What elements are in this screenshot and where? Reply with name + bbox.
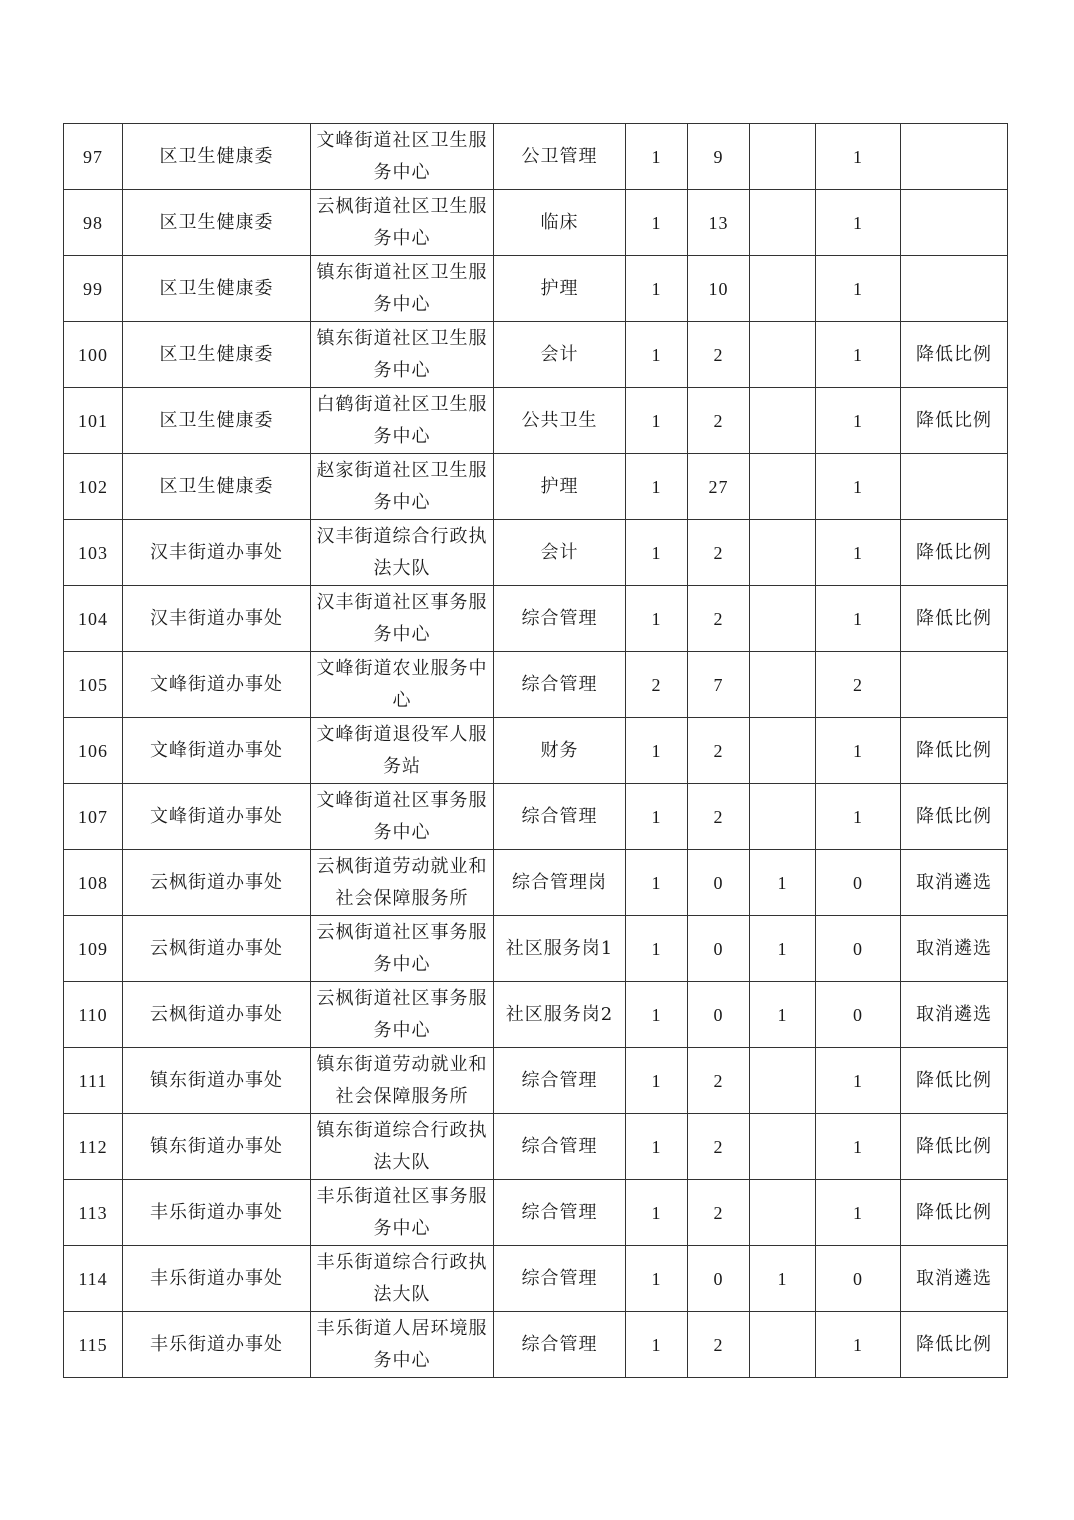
unit-name-cell: 镇东街道社区卫生服务中心 bbox=[311, 322, 494, 388]
final-count-cell: 1 bbox=[816, 454, 901, 520]
row-number-cell: 106 bbox=[64, 718, 123, 784]
final-count-cell: 1 bbox=[816, 1114, 901, 1180]
planned-count-cell: 1 bbox=[626, 850, 688, 916]
position-name-cell: 综合管理 bbox=[494, 586, 626, 652]
unit-name-cell: 文峰街道农业服务中心 bbox=[311, 652, 494, 718]
unit-name-cell: 文峰街道社区卫生服务中心 bbox=[311, 124, 494, 190]
cancelled-count-cell: 1 bbox=[750, 982, 816, 1048]
planned-count-cell: 1 bbox=[626, 1114, 688, 1180]
unit-name-cell: 镇东街道劳动就业和社会保障服务所 bbox=[311, 1048, 494, 1114]
row-number-cell: 115 bbox=[64, 1312, 123, 1378]
unit-name-cell: 云枫街道劳动就业和社会保障服务所 bbox=[311, 850, 494, 916]
position-name-cell: 临床 bbox=[494, 190, 626, 256]
position-name-cell: 公共卫生 bbox=[494, 388, 626, 454]
planned-count-cell: 1 bbox=[626, 784, 688, 850]
planned-count-cell: 1 bbox=[626, 916, 688, 982]
position-name-cell: 综合管理 bbox=[494, 652, 626, 718]
department-cell: 文峰街道办事处 bbox=[123, 652, 311, 718]
applicant-count-cell: 0 bbox=[688, 850, 750, 916]
final-count-cell: 1 bbox=[816, 586, 901, 652]
applicant-count-cell: 27 bbox=[688, 454, 750, 520]
remark-cell bbox=[901, 256, 1008, 322]
applicant-count-cell: 0 bbox=[688, 916, 750, 982]
applicant-count-cell: 13 bbox=[688, 190, 750, 256]
row-number-cell: 99 bbox=[64, 256, 123, 322]
applicant-count-cell: 2 bbox=[688, 388, 750, 454]
unit-name-cell: 汉丰街道综合行政执法大队 bbox=[311, 520, 494, 586]
applicant-count-cell: 2 bbox=[688, 1048, 750, 1114]
row-number-cell: 111 bbox=[64, 1048, 123, 1114]
applicant-count-cell: 0 bbox=[688, 1246, 750, 1312]
position-name-cell: 综合管理 bbox=[494, 1048, 626, 1114]
cancelled-count-cell: 1 bbox=[750, 1246, 816, 1312]
department-cell: 区卫生健康委 bbox=[123, 256, 311, 322]
final-count-cell: 0 bbox=[816, 982, 901, 1048]
applicant-count-cell: 9 bbox=[688, 124, 750, 190]
position-name-cell: 综合管理 bbox=[494, 1246, 626, 1312]
remark-cell bbox=[901, 190, 1008, 256]
table-row bbox=[64, 256, 1008, 322]
remark-cell: 取消遴选 bbox=[901, 1246, 1008, 1312]
table-row bbox=[64, 124, 1008, 190]
row-number-cell: 102 bbox=[64, 454, 123, 520]
department-cell: 镇东街道办事处 bbox=[123, 1048, 311, 1114]
planned-count-cell: 1 bbox=[626, 1312, 688, 1378]
remark-cell: 取消遴选 bbox=[901, 982, 1008, 1048]
applicant-count-cell: 2 bbox=[688, 1114, 750, 1180]
remark-cell: 降低比例 bbox=[901, 784, 1008, 850]
row-number-cell: 97 bbox=[64, 124, 123, 190]
final-count-cell: 1 bbox=[816, 190, 901, 256]
cancelled-count-cell bbox=[750, 652, 816, 718]
table-row bbox=[64, 520, 1008, 586]
final-count-cell: 0 bbox=[816, 916, 901, 982]
table-row bbox=[64, 388, 1008, 454]
position-name-cell: 综合管理 bbox=[494, 1180, 626, 1246]
unit-name-cell: 丰乐街道人居环境服务中心 bbox=[311, 1312, 494, 1378]
department-cell: 文峰街道办事处 bbox=[123, 784, 311, 850]
position-name-cell: 社区服务岗1 bbox=[494, 916, 626, 982]
unit-name-cell: 赵家街道社区卫生服务中心 bbox=[311, 454, 494, 520]
applicant-count-cell: 2 bbox=[688, 718, 750, 784]
row-number-cell: 109 bbox=[64, 916, 123, 982]
unit-name-cell: 镇东街道综合行政执法大队 bbox=[311, 1114, 494, 1180]
cancelled-count-cell bbox=[750, 1312, 816, 1378]
cancelled-count-cell bbox=[750, 784, 816, 850]
row-number-cell: 114 bbox=[64, 1246, 123, 1312]
planned-count-cell: 1 bbox=[626, 982, 688, 1048]
table-row bbox=[64, 1180, 1008, 1246]
unit-name-cell: 白鹤街道社区卫生服务中心 bbox=[311, 388, 494, 454]
planned-count-cell: 1 bbox=[626, 586, 688, 652]
department-cell: 区卫生健康委 bbox=[123, 454, 311, 520]
table-row bbox=[64, 916, 1008, 982]
department-cell: 区卫生健康委 bbox=[123, 190, 311, 256]
cancelled-count-cell bbox=[750, 256, 816, 322]
planned-count-cell: 1 bbox=[626, 388, 688, 454]
row-number-cell: 105 bbox=[64, 652, 123, 718]
remark-cell bbox=[901, 124, 1008, 190]
table-row bbox=[64, 652, 1008, 718]
position-name-cell: 会计 bbox=[494, 520, 626, 586]
unit-name-cell: 镇东街道社区卫生服务中心 bbox=[311, 256, 494, 322]
planned-count-cell: 1 bbox=[626, 454, 688, 520]
cancelled-count-cell bbox=[750, 1180, 816, 1246]
table-row bbox=[64, 322, 1008, 388]
row-number-cell: 110 bbox=[64, 982, 123, 1048]
planned-count-cell: 1 bbox=[626, 322, 688, 388]
department-cell: 区卫生健康委 bbox=[123, 322, 311, 388]
position-name-cell: 综合管理岗 bbox=[494, 850, 626, 916]
remark-cell bbox=[901, 652, 1008, 718]
planned-count-cell: 1 bbox=[626, 1048, 688, 1114]
table-body bbox=[64, 124, 1008, 1378]
table-row bbox=[64, 454, 1008, 520]
final-count-cell: 1 bbox=[816, 322, 901, 388]
cancelled-count-cell bbox=[750, 454, 816, 520]
cancelled-count-cell bbox=[750, 322, 816, 388]
row-number-cell: 103 bbox=[64, 520, 123, 586]
applicant-count-cell: 2 bbox=[688, 586, 750, 652]
final-count-cell: 1 bbox=[816, 520, 901, 586]
position-name-cell: 护理 bbox=[494, 256, 626, 322]
position-name-cell: 公卫管理 bbox=[494, 124, 626, 190]
final-count-cell: 1 bbox=[816, 256, 901, 322]
applicant-count-cell: 2 bbox=[688, 520, 750, 586]
table-row bbox=[64, 1114, 1008, 1180]
row-number-cell: 101 bbox=[64, 388, 123, 454]
unit-name-cell: 云枫街道社区事务服务中心 bbox=[311, 982, 494, 1048]
department-cell: 云枫街道办事处 bbox=[123, 850, 311, 916]
department-cell: 丰乐街道办事处 bbox=[123, 1180, 311, 1246]
department-cell: 区卫生健康委 bbox=[123, 124, 311, 190]
table-row bbox=[64, 718, 1008, 784]
row-number-cell: 107 bbox=[64, 784, 123, 850]
unit-name-cell: 文峰街道退役军人服务站 bbox=[311, 718, 494, 784]
table-row bbox=[64, 850, 1008, 916]
position-name-cell: 财务 bbox=[494, 718, 626, 784]
cancelled-count-cell bbox=[750, 190, 816, 256]
applicant-count-cell: 2 bbox=[688, 1180, 750, 1246]
planned-count-cell: 1 bbox=[626, 190, 688, 256]
cancelled-count-cell bbox=[750, 718, 816, 784]
remark-cell: 降低比例 bbox=[901, 388, 1008, 454]
unit-name-cell: 云枫街道社区卫生服务中心 bbox=[311, 190, 494, 256]
table-row bbox=[64, 1312, 1008, 1378]
department-cell: 文峰街道办事处 bbox=[123, 718, 311, 784]
cancelled-count-cell bbox=[750, 1048, 816, 1114]
applicant-count-cell: 7 bbox=[688, 652, 750, 718]
position-name-cell: 综合管理 bbox=[494, 784, 626, 850]
unit-name-cell: 文峰街道社区事务服务中心 bbox=[311, 784, 494, 850]
remark-cell: 取消遴选 bbox=[901, 916, 1008, 982]
final-count-cell: 0 bbox=[816, 850, 901, 916]
final-count-cell: 0 bbox=[816, 1246, 901, 1312]
remark-cell: 降低比例 bbox=[901, 1312, 1008, 1378]
applicant-count-cell: 2 bbox=[688, 322, 750, 388]
remark-cell: 降低比例 bbox=[901, 1048, 1008, 1114]
final-count-cell: 2 bbox=[816, 652, 901, 718]
remark-cell: 降低比例 bbox=[901, 718, 1008, 784]
final-count-cell: 1 bbox=[816, 388, 901, 454]
cancelled-count-cell bbox=[750, 124, 816, 190]
position-name-cell: 会计 bbox=[494, 322, 626, 388]
table-row bbox=[64, 1246, 1008, 1312]
department-cell: 汉丰街道办事处 bbox=[123, 520, 311, 586]
table-row bbox=[64, 784, 1008, 850]
department-cell: 汉丰街道办事处 bbox=[123, 586, 311, 652]
department-cell: 丰乐街道办事处 bbox=[123, 1312, 311, 1378]
row-number-cell: 98 bbox=[64, 190, 123, 256]
planned-count-cell: 1 bbox=[626, 124, 688, 190]
planned-count-cell: 1 bbox=[626, 1246, 688, 1312]
planned-count-cell: 1 bbox=[626, 718, 688, 784]
planned-count-cell: 1 bbox=[626, 1180, 688, 1246]
cancelled-count-cell bbox=[750, 520, 816, 586]
table-row bbox=[64, 586, 1008, 652]
department-cell: 云枫街道办事处 bbox=[123, 982, 311, 1048]
unit-name-cell: 云枫街道社区事务服务中心 bbox=[311, 916, 494, 982]
department-cell: 镇东街道办事处 bbox=[123, 1114, 311, 1180]
row-number-cell: 108 bbox=[64, 850, 123, 916]
unit-name-cell: 丰乐街道综合行政执法大队 bbox=[311, 1246, 494, 1312]
planned-count-cell: 1 bbox=[626, 256, 688, 322]
row-number-cell: 100 bbox=[64, 322, 123, 388]
final-count-cell: 1 bbox=[816, 1048, 901, 1114]
department-cell: 区卫生健康委 bbox=[123, 388, 311, 454]
cancelled-count-cell bbox=[750, 586, 816, 652]
row-number-cell: 113 bbox=[64, 1180, 123, 1246]
remark-cell: 降低比例 bbox=[901, 322, 1008, 388]
cancelled-count-cell bbox=[750, 1114, 816, 1180]
position-name-cell: 综合管理 bbox=[494, 1312, 626, 1378]
unit-name-cell: 汉丰街道社区事务服务中心 bbox=[311, 586, 494, 652]
applicant-count-cell: 2 bbox=[688, 1312, 750, 1378]
planned-count-cell: 1 bbox=[626, 520, 688, 586]
applicant-count-cell: 2 bbox=[688, 784, 750, 850]
row-number-cell: 104 bbox=[64, 586, 123, 652]
applicant-count-cell: 0 bbox=[688, 982, 750, 1048]
cancelled-count-cell: 1 bbox=[750, 916, 816, 982]
row-number-cell: 112 bbox=[64, 1114, 123, 1180]
final-count-cell: 1 bbox=[816, 718, 901, 784]
remark-cell: 取消遴选 bbox=[901, 850, 1008, 916]
department-cell: 丰乐街道办事处 bbox=[123, 1246, 311, 1312]
cancelled-count-cell: 1 bbox=[750, 850, 816, 916]
remark-cell bbox=[901, 454, 1008, 520]
department-cell: 云枫街道办事处 bbox=[123, 916, 311, 982]
position-name-cell: 护理 bbox=[494, 454, 626, 520]
remark-cell: 降低比例 bbox=[901, 1114, 1008, 1180]
positions-table bbox=[63, 123, 1008, 1378]
final-count-cell: 1 bbox=[816, 1312, 901, 1378]
cancelled-count-cell bbox=[750, 388, 816, 454]
remark-cell: 降低比例 bbox=[901, 520, 1008, 586]
remark-cell: 降低比例 bbox=[901, 1180, 1008, 1246]
final-count-cell: 1 bbox=[816, 784, 901, 850]
planned-count-cell: 2 bbox=[626, 652, 688, 718]
final-count-cell: 1 bbox=[816, 1180, 901, 1246]
position-name-cell: 综合管理 bbox=[494, 1114, 626, 1180]
unit-name-cell: 丰乐街道社区事务服务中心 bbox=[311, 1180, 494, 1246]
position-name-cell: 社区服务岗2 bbox=[494, 982, 626, 1048]
applicant-count-cell: 10 bbox=[688, 256, 750, 322]
remark-cell: 降低比例 bbox=[901, 586, 1008, 652]
table-row bbox=[64, 982, 1008, 1048]
table-row bbox=[64, 190, 1008, 256]
table-row bbox=[64, 1048, 1008, 1114]
final-count-cell: 1 bbox=[816, 124, 901, 190]
